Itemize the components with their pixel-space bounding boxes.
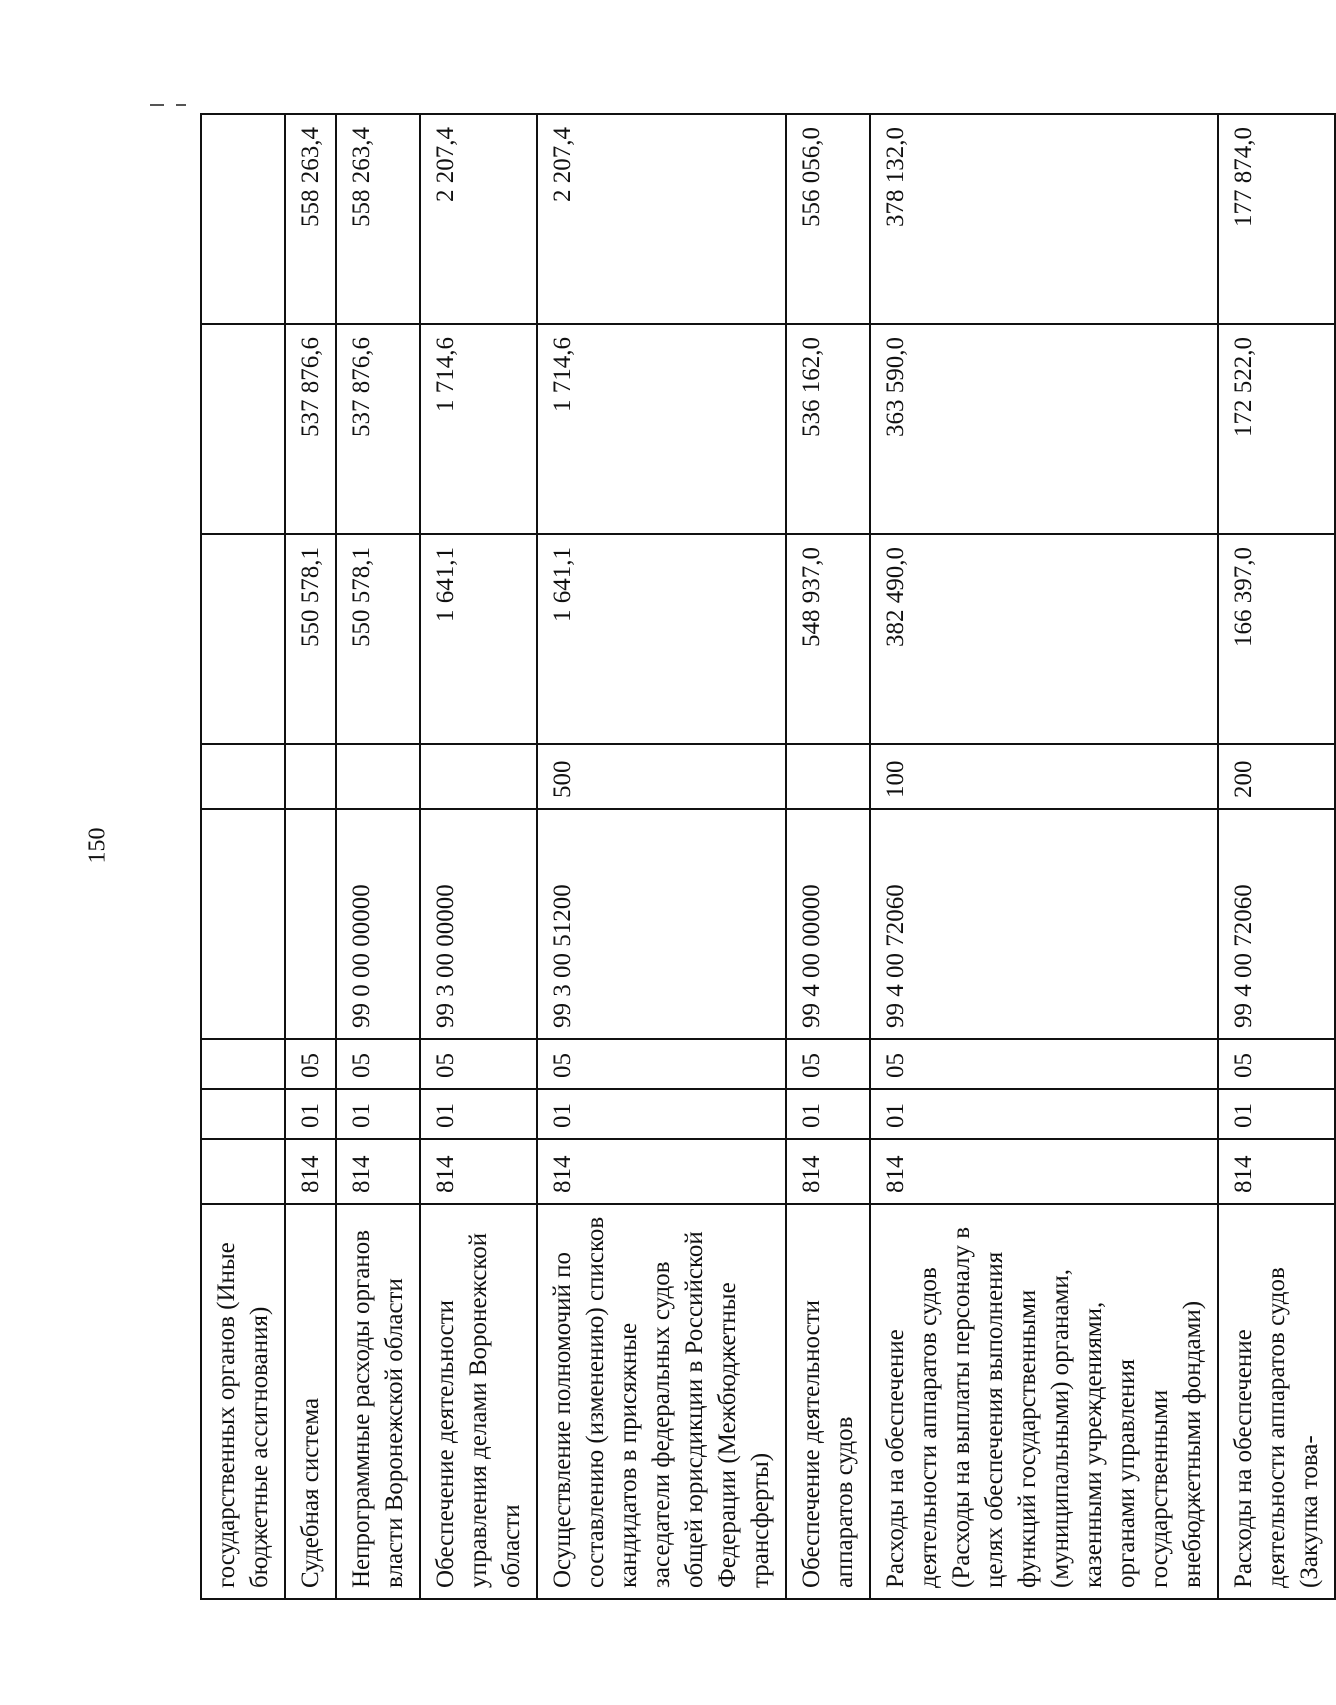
table-row bbox=[201, 114, 285, 1599]
cell-year2 bbox=[201, 324, 285, 534]
row-name: государственных органов (Иные бюджетные ассигнования) bbox=[201, 1204, 285, 1599]
cell-rz: 01 bbox=[285, 1089, 336, 1139]
cell-csr: 99 0 00 00000 bbox=[336, 809, 420, 1039]
cell-vr: 100 bbox=[870, 744, 1218, 809]
cell-vr bbox=[201, 744, 285, 809]
cell-year2: 1 714,6 bbox=[537, 324, 786, 534]
cell-year1: 548 937,0 bbox=[786, 534, 870, 744]
cell-pr: 05 bbox=[537, 1039, 786, 1089]
cell-ved: 814 bbox=[870, 1139, 1218, 1204]
row-name: Непрограммные расходы органов власти Воронежской области bbox=[336, 1204, 420, 1599]
cell-csr: 99 4 00 72060 bbox=[870, 809, 1218, 1039]
cell-rz: 01 bbox=[420, 1089, 537, 1139]
cell-rz: 01 bbox=[1218, 1089, 1335, 1139]
cell-ved: 814 bbox=[420, 1139, 537, 1204]
table-row bbox=[870, 114, 1218, 1599]
row-name: Судебная система bbox=[285, 1204, 336, 1599]
cell-csr: 99 3 00 00000 bbox=[420, 809, 537, 1039]
scan-mark bbox=[150, 104, 164, 106]
cell-rz: 01 bbox=[870, 1089, 1218, 1139]
cell-year1: 166 397,0 bbox=[1218, 534, 1335, 744]
cell-year1: 550 578,1 bbox=[336, 534, 420, 744]
cell-vr bbox=[285, 744, 336, 809]
row-name: Обеспечение деятельности аппаратов судов bbox=[786, 1204, 870, 1599]
cell-ved: 814 bbox=[786, 1139, 870, 1204]
row-name: Расходы на обеспечение деятельности аппаратов судов (Расходы на выплаты персоналу в целях обеспечения выполнения функций государственными (муниципальными) органами, казенными учреждениями, органами управления государственными внебюджетными фондами) bbox=[870, 1204, 1218, 1599]
cell-year2: 1 714,6 bbox=[420, 324, 537, 534]
cell-rz: 01 bbox=[537, 1089, 786, 1139]
table-row bbox=[786, 114, 870, 1599]
cell-ved bbox=[201, 1139, 285, 1204]
cell-vr bbox=[420, 744, 537, 809]
cell-year2: 537 876,6 bbox=[336, 324, 420, 534]
table-row bbox=[1218, 114, 1335, 1599]
cell-pr: 05 bbox=[786, 1039, 870, 1089]
cell-pr bbox=[201, 1039, 285, 1089]
cell-year3: 558 263,4 bbox=[336, 114, 420, 324]
cell-csr: 99 3 00 51200 bbox=[537, 809, 786, 1039]
row-name: Обеспечение деятельности управления делами Воронежской области bbox=[420, 1204, 537, 1599]
cell-year2: 363 590,0 bbox=[870, 324, 1218, 534]
cell-pr: 05 bbox=[336, 1039, 420, 1089]
cell-rz: 01 bbox=[786, 1089, 870, 1139]
cell-vr: 500 bbox=[537, 744, 786, 809]
cell-csr bbox=[201, 809, 285, 1039]
cell-year2: 536 162,0 bbox=[786, 324, 870, 534]
row-name: Расходы на обеспечение деятельности аппаратов судов (Закупка това- bbox=[1218, 1204, 1335, 1599]
cell-rz: 01 bbox=[336, 1089, 420, 1139]
cell-pr: 05 bbox=[285, 1039, 336, 1089]
cell-csr: 99 4 00 72060 bbox=[1218, 809, 1335, 1039]
cell-year1: 550 578,1 bbox=[285, 534, 336, 744]
cell-ved: 814 bbox=[537, 1139, 786, 1204]
cell-pr: 05 bbox=[420, 1039, 537, 1089]
cell-rz bbox=[201, 1089, 285, 1139]
table-row bbox=[420, 114, 537, 1599]
cell-year3: 378 132,0 bbox=[870, 114, 1218, 324]
cell-year2: 172 522,0 bbox=[1218, 324, 1335, 534]
cell-year3: 2 207,4 bbox=[537, 114, 786, 324]
cell-pr: 05 bbox=[870, 1039, 1218, 1089]
cell-year1: 1 641,1 bbox=[537, 534, 786, 744]
cell-pr: 05 bbox=[1218, 1039, 1335, 1089]
cell-year1 bbox=[201, 534, 285, 744]
table-row bbox=[285, 114, 336, 1599]
cell-year1: 1 641,1 bbox=[420, 534, 537, 744]
cell-year3: 556 056,0 bbox=[786, 114, 870, 324]
cell-year3: 177 874,0 bbox=[1218, 114, 1335, 324]
page-number: 150 bbox=[84, 827, 111, 864]
rotated-table-wrapper bbox=[200, 115, 1323, 1600]
cell-ved: 814 bbox=[1218, 1139, 1335, 1204]
scan-mark bbox=[176, 104, 186, 106]
table-row bbox=[537, 114, 786, 1599]
cell-year3: 558 263,4 bbox=[285, 114, 336, 324]
row-name: Осуществление полномочий по составлению (изменению) списков кандидатов в присяжные заседатели федеральных судов общей юрисдикции в Российской Федерации (Межбюджетные трансферты) bbox=[537, 1204, 786, 1599]
cell-vr: 200 bbox=[1218, 744, 1335, 809]
cell-ved: 814 bbox=[285, 1139, 336, 1204]
cell-vr bbox=[786, 744, 870, 809]
cell-csr: 99 4 00 00000 bbox=[786, 809, 870, 1039]
cell-year2: 537 876,6 bbox=[285, 324, 336, 534]
cell-csr bbox=[285, 809, 336, 1039]
budget-table bbox=[200, 113, 1336, 1600]
cell-year3: 2 207,4 bbox=[420, 114, 537, 324]
cell-year1: 382 490,0 bbox=[870, 534, 1218, 744]
cell-year3 bbox=[201, 114, 285, 324]
cell-vr bbox=[336, 744, 420, 809]
table-row bbox=[336, 114, 420, 1599]
cell-ved: 814 bbox=[336, 1139, 420, 1204]
